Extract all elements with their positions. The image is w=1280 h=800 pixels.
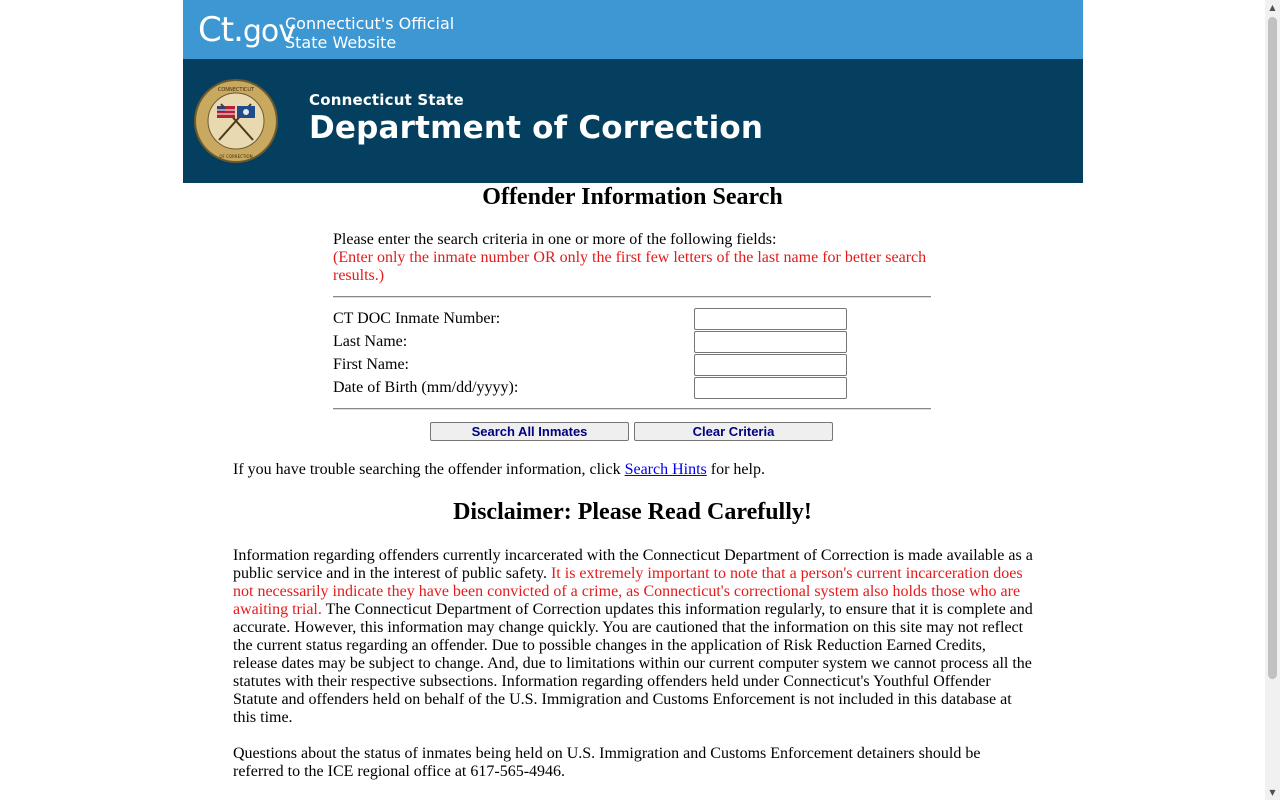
disclaimer-text-b: The Connecticut Department of Correction updates this information regularly, to ensure that it is complete and accurate. However, this information may change quickly. You are cautioned that the information on this site may not reflect the current status regarding an offender. Due to possible changes in the application of Risk Reduction Earned Credits, release dates may be subject to change. And, due to limitations within our current computer system we cannot process all the statutes with their respective subsections. Information regarding offenders held under Connecticut's Youthful Offender Statute and offenders held on behalf of the U.S. Immigration and Customs Enforcement is not included in this database at this time. bbox=[233, 601, 1033, 726]
disclaimer-text-a: Information regarding offenders currently incarcerated with the Connecticut Department of Correction is made available as a public service and in the interest of public safety. bbox=[233, 547, 1033, 582]
ctgov-logo-dot: . bbox=[233, 10, 243, 50]
scrollbar-thumb[interactable] bbox=[1268, 17, 1277, 679]
dob-input[interactable] bbox=[694, 377, 847, 399]
vertical-scrollbar[interactable] bbox=[1265, 0, 1280, 800]
first-name-label: First Name: bbox=[333, 356, 409, 373]
search-instructions: Please enter the search criteria in one or more of the following fields: bbox=[333, 231, 777, 248]
ctgov-logo[interactable] bbox=[198, 8, 295, 52]
official-site-text[interactable] bbox=[285, 14, 454, 52]
connecticut-doc-seal-icon[interactable] bbox=[193, 78, 279, 164]
inmate-number-row bbox=[333, 309, 500, 332]
svg-text:OF CORRECTION: OF CORRECTION bbox=[219, 154, 253, 159]
ctgov-logo-ct: Ct bbox=[198, 10, 234, 50]
clear-criteria-button[interactable]: Clear Criteria bbox=[634, 422, 833, 441]
search-form bbox=[333, 230, 933, 439]
agency-name[interactable]: Department of Correction bbox=[309, 110, 764, 146]
search-tip: (Enter only the inmate number OR only the first few letters of the last name for better search results.) bbox=[333, 249, 927, 284]
search-hints-link[interactable]: Search Hints bbox=[624, 461, 707, 478]
first-name-input[interactable] bbox=[694, 354, 847, 376]
dob-label: Date of Birth (mm/dd/yyyy): bbox=[333, 379, 519, 396]
scroll-up-arrow-icon[interactable]: ▲ bbox=[1269, 3, 1276, 12]
official-line-2: State Website bbox=[285, 33, 397, 52]
agency-state-label: Connecticut State bbox=[309, 91, 464, 109]
agency-banner bbox=[183, 59, 1083, 183]
ctgov-top-bar bbox=[183, 0, 1083, 59]
last-name-input[interactable] bbox=[694, 331, 847, 353]
disclaimer-title: Disclaimer: Please Read Carefully! bbox=[453, 499, 812, 525]
inmate-number-label: CT DOC Inmate Number: bbox=[333, 310, 501, 327]
help-suffix: for help. bbox=[706, 461, 765, 478]
search-all-inmates-button[interactable]: Search All Inmates bbox=[430, 422, 629, 441]
dob-row bbox=[333, 378, 518, 401]
search-page-title: Offender Information Search bbox=[482, 184, 783, 210]
inmate-number-input[interactable] bbox=[694, 308, 847, 330]
form-divider-top bbox=[333, 296, 931, 298]
first-name-row bbox=[333, 355, 409, 378]
disclaimer-paragraph bbox=[233, 547, 1033, 727]
official-line-1: Connecticut's Official bbox=[285, 14, 455, 33]
search-help-text bbox=[233, 460, 765, 479]
svg-text:CONNECTICUT: CONNECTICUT bbox=[217, 87, 255, 93]
form-divider-bottom bbox=[333, 408, 931, 410]
last-name-row bbox=[333, 332, 407, 355]
help-prefix: If you have trouble searching the offender information, click bbox=[233, 461, 625, 478]
ice-paragraph: Questions about the status of inmates being held on U.S. Immigration and Customs Enforcement detainers should be referred to the ICE regional office at 617-565-4946. bbox=[233, 745, 981, 780]
disclaimer-warning-text: It is extremely important to note that a person's current incarceration does not necessarily indicate they have been convicted of a crime, as Connecticut's correctional system also holds those who are awaiting trial. bbox=[233, 565, 1023, 618]
scroll-down-arrow-icon[interactable]: ▼ bbox=[1269, 788, 1276, 797]
last-name-label: Last Name: bbox=[333, 333, 408, 350]
ctgov-logo-gov: gov bbox=[242, 14, 296, 49]
